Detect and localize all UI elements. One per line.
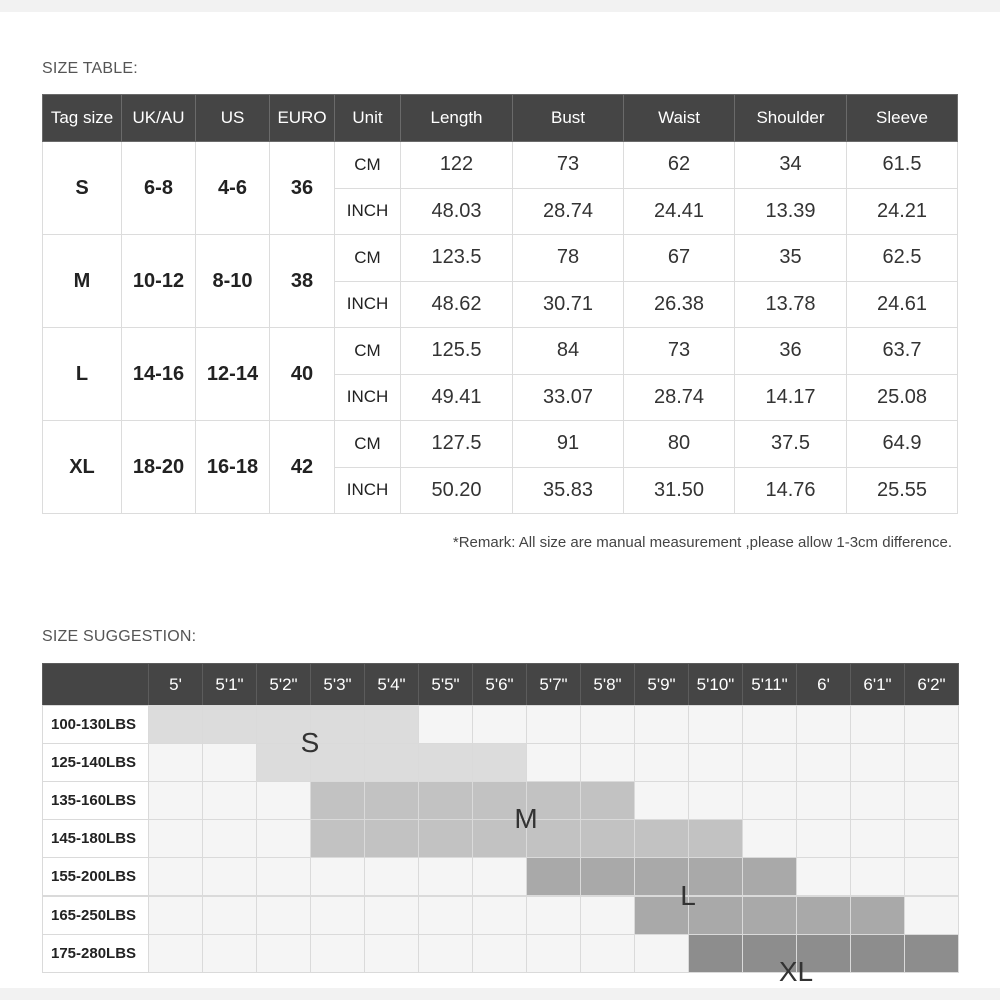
length-cell: 125.5 <box>401 328 513 375</box>
grid-cell <box>688 705 743 744</box>
grid-cell <box>850 896 905 935</box>
height-header-cell: 5'11" <box>742 663 797 706</box>
height-header-cell: 5'7" <box>526 663 581 706</box>
sleeve-cell: 62.5 <box>847 235 958 282</box>
height-header-cell: 5'2" <box>256 663 311 706</box>
grid-cell <box>148 934 203 973</box>
grid-cell <box>364 857 419 896</box>
header-sleeve: Sleeve <box>847 95 958 142</box>
grid-cell <box>904 934 959 973</box>
table-row <box>43 421 958 468</box>
us-cell: 12-14 <box>196 328 270 421</box>
grid-cell <box>904 743 959 782</box>
header-waist: Waist <box>624 95 735 142</box>
grid-cell <box>202 743 257 782</box>
grid-cell <box>850 781 905 820</box>
grid-cell <box>202 781 257 820</box>
grid-cell <box>256 781 311 820</box>
grid-cell <box>256 819 311 858</box>
grid-cell <box>364 781 419 820</box>
grid-cell <box>310 857 365 896</box>
grid-cell <box>472 705 527 744</box>
weight-label-cell: 100-130LBS <box>42 705 149 744</box>
waist-cell: 24.41 <box>624 188 735 235</box>
grid-cell <box>148 705 203 744</box>
grid-cell <box>688 934 743 973</box>
corner-header-cell <box>42 663 149 706</box>
grid-cell <box>256 857 311 896</box>
bust-cell: 91 <box>513 421 624 468</box>
length-cell: 48.03 <box>401 188 513 235</box>
grid-cell <box>256 896 311 935</box>
grid-cell <box>796 743 851 782</box>
grid-cell <box>688 781 743 820</box>
bust-cell: 78 <box>513 235 624 282</box>
grid-cell <box>904 781 959 820</box>
grid-cell <box>202 934 257 973</box>
bust-cell: 84 <box>513 328 624 375</box>
grid-cell <box>418 743 473 782</box>
grid-cell <box>148 743 203 782</box>
sleeve-cell: 25.55 <box>847 467 958 514</box>
height-header-cell: 5'10" <box>688 663 743 706</box>
grid-cell <box>418 705 473 744</box>
shoulder-cell: 34 <box>735 142 847 189</box>
table-row <box>43 235 958 282</box>
grid-cell <box>580 819 635 858</box>
unit-cell: INCH <box>335 374 401 421</box>
remark-note: *Remark: All size are manual measurement ,please allow 1-3cm difference. <box>452 534 952 551</box>
height-header-cell: 5' <box>148 663 203 706</box>
unit-cell: INCH <box>335 188 401 235</box>
uk-au-cell: 18-20 <box>122 421 196 514</box>
grid-cell <box>688 896 743 935</box>
unit-cell: CM <box>335 421 401 468</box>
shoulder-cell: 35 <box>735 235 847 282</box>
height-header-cell: 5'6" <box>472 663 527 706</box>
sleeve-cell: 24.61 <box>847 281 958 328</box>
grid-cell <box>418 781 473 820</box>
height-header-cell: 5'1" <box>202 663 257 706</box>
sleeve-cell: 24.21 <box>847 188 958 235</box>
grid-cell <box>580 896 635 935</box>
table-row <box>43 328 958 375</box>
shoulder-cell: 13.39 <box>735 188 847 235</box>
header-us: US <box>196 95 270 142</box>
unit-cell: CM <box>335 235 401 282</box>
tag-size-cell: XL <box>43 421 122 514</box>
grid-cell <box>526 896 581 935</box>
header-euro: EURO <box>270 95 335 142</box>
grid-cell <box>364 705 419 744</box>
grid-cell <box>580 781 635 820</box>
grid-cell <box>634 743 689 782</box>
grid-cell <box>472 857 527 896</box>
grid-cell <box>850 934 905 973</box>
grid-cell <box>742 896 797 935</box>
euro-cell: 38 <box>270 235 335 328</box>
size-table-title: SIZE TABLE: <box>42 60 138 77</box>
bust-cell: 33.07 <box>513 374 624 421</box>
grid-cell <box>526 934 581 973</box>
shoulder-cell: 36 <box>735 328 847 375</box>
height-header-cell: 5'8" <box>580 663 635 706</box>
tag-size-cell: M <box>43 235 122 328</box>
grid-cell <box>364 743 419 782</box>
size-zone-label: M <box>514 803 538 835</box>
grid-cell <box>202 896 257 935</box>
unit-cell: CM <box>335 328 401 375</box>
length-cell: 50.20 <box>401 467 513 514</box>
grid-cell <box>148 819 203 858</box>
tag-size-cell: S <box>43 142 122 235</box>
grid-cell <box>580 857 635 896</box>
grid-cell <box>688 819 743 858</box>
grid-cell <box>634 819 689 858</box>
tag-size-cell: L <box>43 328 122 421</box>
shoulder-cell: 37.5 <box>735 421 847 468</box>
grid-cell <box>904 896 959 935</box>
grid-cell <box>850 819 905 858</box>
bust-cell: 35.83 <box>513 467 624 514</box>
waist-cell: 28.74 <box>624 374 735 421</box>
us-cell: 8-10 <box>196 235 270 328</box>
grid-cell <box>310 934 365 973</box>
height-header-cell: 6'2" <box>904 663 959 706</box>
length-cell: 127.5 <box>401 421 513 468</box>
bust-cell: 73 <box>513 142 624 189</box>
bust-cell: 28.74 <box>513 188 624 235</box>
grid-cell <box>796 857 851 896</box>
shoulder-cell: 14.17 <box>735 374 847 421</box>
grid-cell <box>418 896 473 935</box>
grid-cell <box>148 857 203 896</box>
grid-cell <box>796 781 851 820</box>
size-zone-label: L <box>680 879 696 911</box>
height-header-cell: 5'5" <box>418 663 473 706</box>
length-cell: 48.62 <box>401 281 513 328</box>
grid-cell <box>634 781 689 820</box>
unit-cell: INCH <box>335 467 401 514</box>
weight-label-cell: 175-280LBS <box>42 934 149 973</box>
weight-label-cell: 165-250LBS <box>42 896 149 935</box>
size-table-header <box>43 95 958 142</box>
grid-cell <box>472 934 527 973</box>
uk-au-cell: 14-16 <box>122 328 196 421</box>
page <box>0 12 1000 988</box>
unit-cell: CM <box>335 142 401 189</box>
euro-cell: 42 <box>270 421 335 514</box>
grid-cell <box>742 705 797 744</box>
header-tag-size: Tag size <box>43 95 122 142</box>
grid-cell <box>850 743 905 782</box>
grid-cell <box>580 743 635 782</box>
waist-cell: 26.38 <box>624 281 735 328</box>
waist-cell: 67 <box>624 235 735 282</box>
grid-cell <box>796 896 851 935</box>
height-header-cell: 6' <box>796 663 851 706</box>
grid-cell <box>256 934 311 973</box>
waist-cell: 31.50 <box>624 467 735 514</box>
grid-cell <box>310 781 365 820</box>
grid-cell <box>904 819 959 858</box>
grid-cell <box>742 857 797 896</box>
header-unit: Unit <box>335 95 401 142</box>
weight-label-cell: 125-140LBS <box>42 743 149 782</box>
grid-cell <box>688 857 743 896</box>
grid-cell <box>364 934 419 973</box>
grid-cell <box>148 781 203 820</box>
grid-cell <box>580 705 635 744</box>
weight-label-cell: 145-180LBS <box>42 819 149 858</box>
grid-cell <box>202 857 257 896</box>
grid-cell <box>634 705 689 744</box>
grid-cell <box>796 819 851 858</box>
header-shoulder: Shoulder <box>735 95 847 142</box>
grid-cell <box>742 743 797 782</box>
grid-cell <box>202 705 257 744</box>
grid-cell <box>526 705 581 744</box>
uk-au-cell: 6-8 <box>122 142 196 235</box>
grid-cell <box>148 896 203 935</box>
weight-label-cell: 155-200LBS <box>42 857 149 896</box>
unit-cell: INCH <box>335 281 401 328</box>
us-cell: 4-6 <box>196 142 270 235</box>
weight-label-cell: 135-160LBS <box>42 781 149 820</box>
grid-cell <box>418 934 473 973</box>
sleeve-cell: 64.9 <box>847 421 958 468</box>
grid-cell <box>742 781 797 820</box>
grid-cell <box>688 743 743 782</box>
grid-cell <box>364 896 419 935</box>
grid-cell <box>202 819 257 858</box>
grid-cell <box>904 705 959 744</box>
height-header-cell: 5'9" <box>634 663 689 706</box>
grid-cell <box>580 934 635 973</box>
height-header-cell: 5'3" <box>310 663 365 706</box>
size-zone-label: S <box>300 727 320 759</box>
size-table <box>42 94 958 514</box>
size-suggestion-title: SIZE SUGGESTION: <box>42 628 197 645</box>
grid-cell <box>472 896 527 935</box>
height-header-cell: 6'1" <box>850 663 905 706</box>
size-zone-label: XL <box>778 955 814 987</box>
uk-au-cell: 10-12 <box>122 235 196 328</box>
grid-cell <box>796 705 851 744</box>
grid-cell <box>904 857 959 896</box>
grid-cell <box>850 705 905 744</box>
size-suggestion-grid <box>42 663 958 987</box>
sleeve-cell: 63.7 <box>847 328 958 375</box>
bust-cell: 30.71 <box>513 281 624 328</box>
shoulder-cell: 14.76 <box>735 467 847 514</box>
size-table-body <box>43 142 958 514</box>
grid-cell <box>418 857 473 896</box>
grid-cell <box>472 743 527 782</box>
waist-cell: 80 <box>624 421 735 468</box>
header-bust: Bust <box>513 95 624 142</box>
shoulder-cell: 13.78 <box>735 281 847 328</box>
grid-cell <box>310 819 365 858</box>
grid-cell <box>634 934 689 973</box>
euro-cell: 40 <box>270 328 335 421</box>
grid-cell <box>418 819 473 858</box>
us-cell: 16-18 <box>196 421 270 514</box>
grid-cell <box>310 896 365 935</box>
waist-cell: 73 <box>624 328 735 375</box>
grid-cell <box>742 819 797 858</box>
grid-cell <box>526 743 581 782</box>
length-cell: 122 <box>401 142 513 189</box>
grid-cell <box>850 857 905 896</box>
sleeve-cell: 61.5 <box>847 142 958 189</box>
grid-cell <box>364 819 419 858</box>
length-cell: 49.41 <box>401 374 513 421</box>
length-cell: 123.5 <box>401 235 513 282</box>
grid-cell <box>526 857 581 896</box>
height-header-cell: 5'4" <box>364 663 419 706</box>
header-length: Length <box>401 95 513 142</box>
header-uk-au: UK/AU <box>122 95 196 142</box>
table-row <box>43 142 958 189</box>
sleeve-cell: 25.08 <box>847 374 958 421</box>
euro-cell: 36 <box>270 142 335 235</box>
waist-cell: 62 <box>624 142 735 189</box>
